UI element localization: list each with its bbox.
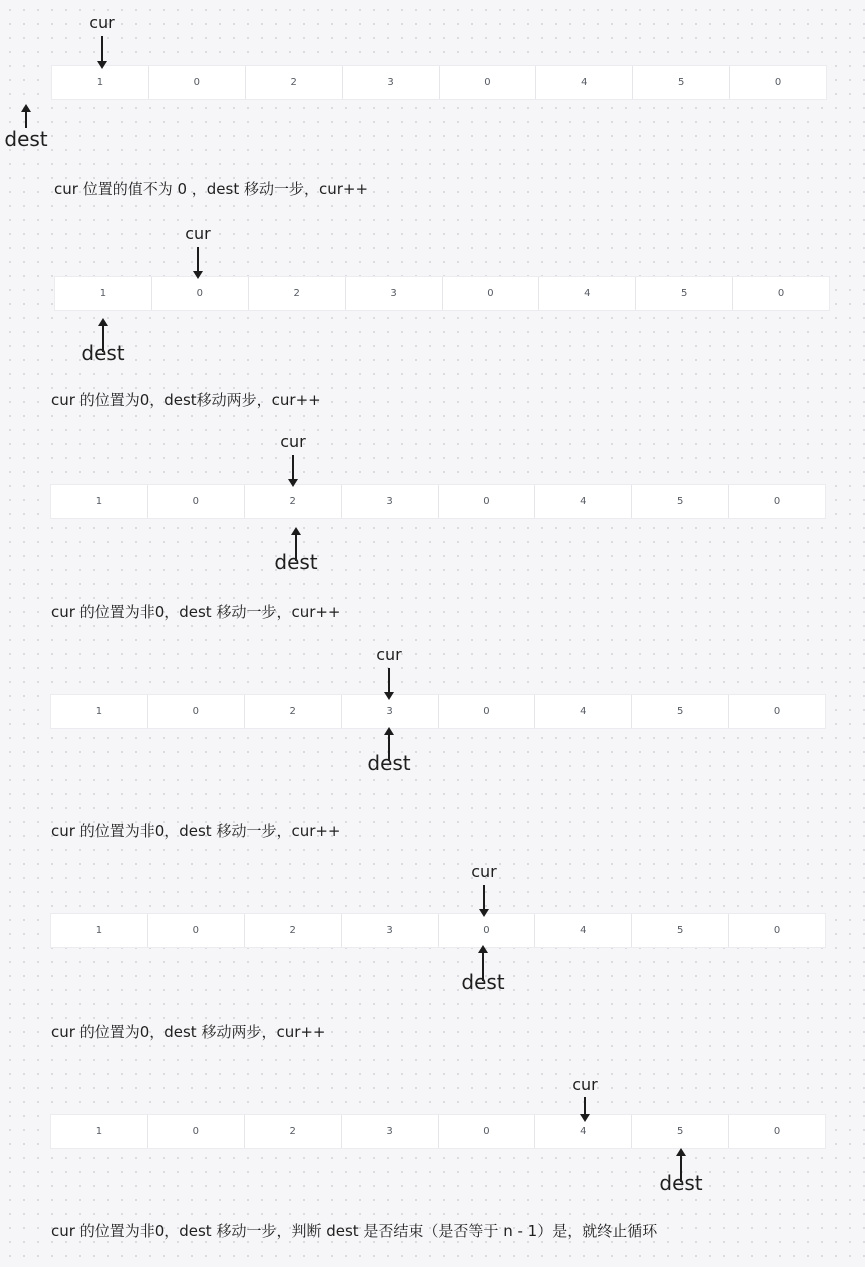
- array-cell: 2: [245, 485, 342, 518]
- array-cell: 1: [55, 277, 152, 310]
- array-cell: 4: [535, 695, 632, 728]
- cur-arrow-icon: [197, 247, 199, 277]
- array-cell: 2: [246, 66, 343, 99]
- array-cell: 2: [245, 914, 342, 947]
- dest-pointer-label: dest: [274, 550, 318, 574]
- array-cell: 3: [343, 66, 440, 99]
- array-row: [50, 484, 826, 519]
- array-cell: 0: [149, 66, 246, 99]
- array-cell: 5: [632, 914, 729, 947]
- dest-pointer-label: dest: [81, 341, 125, 365]
- array-cell: 0: [148, 485, 245, 518]
- array-cell: 3: [346, 277, 443, 310]
- dest-pointer-label: dest: [659, 1171, 703, 1195]
- step-caption: cur 的位置为非0，dest 移动一步，cur++: [51, 603, 341, 621]
- cur-pointer-label: cur: [185, 224, 211, 243]
- step-caption: cur 的位置为0，dest 移动两步，cur++: [51, 1023, 326, 1041]
- array-row: [50, 694, 826, 729]
- cur-arrow-icon: [388, 668, 390, 698]
- array-cell: 0: [774, 77, 782, 88]
- array-cell: 1: [51, 914, 148, 947]
- cur-arrow-icon: [101, 36, 103, 67]
- step-caption: cur 的位置为0，dest移动两步，cur++: [51, 391, 321, 409]
- dest-pointer-label: dest: [461, 970, 505, 994]
- dest-pointer-label: dest: [367, 751, 411, 775]
- array-cell: 2: [249, 277, 346, 310]
- array-cell: 0: [148, 914, 245, 947]
- array-row: [54, 276, 830, 311]
- array-cell: 2: [245, 1115, 342, 1148]
- cur-pointer-label: cur: [471, 862, 497, 881]
- array-cell: 1: [52, 66, 149, 99]
- array-cell: 1: [51, 1115, 148, 1148]
- dest-arrow-icon: [25, 106, 27, 128]
- array-cell: 0: [439, 485, 536, 518]
- array-cell: 3: [342, 1115, 439, 1148]
- array-cell: 0: [440, 66, 537, 99]
- step-caption: cur 位置的值不为 0 ，dest 移动一步，cur++: [54, 180, 369, 198]
- cur-pointer-label: cur: [572, 1075, 598, 1094]
- array-cell: 0: [777, 288, 785, 299]
- array-cell: 3: [342, 485, 439, 518]
- array-cell: 0: [773, 925, 781, 936]
- array-cell: 0: [439, 695, 536, 728]
- cur-arrow-icon: [483, 885, 485, 915]
- array-row: [51, 65, 827, 100]
- array-cell: 4: [535, 914, 632, 947]
- array-cell: 0: [439, 914, 536, 947]
- array-cell: 4: [536, 66, 633, 99]
- array-cell: 0: [773, 706, 781, 717]
- cur-pointer-label: cur: [89, 13, 115, 32]
- array-cell: 0: [439, 1115, 536, 1148]
- array-cell: 4: [535, 485, 632, 518]
- cur-arrow-icon: [584, 1097, 586, 1120]
- array-cell: 2: [245, 695, 342, 728]
- array-cell: 3: [342, 914, 439, 947]
- array-cell: 3: [342, 695, 439, 728]
- array-cell: 5: [636, 277, 733, 310]
- array-cell: 4: [535, 1115, 632, 1148]
- array-cell: 0: [773, 496, 781, 507]
- array-cell: 1: [51, 485, 148, 518]
- array-cell: 0: [148, 695, 245, 728]
- array-cell: 0: [152, 277, 249, 310]
- array-cell: 5: [633, 66, 730, 99]
- dest-pointer-label: dest: [4, 127, 48, 151]
- step-caption: cur 的位置为非0，dest 移动一步，判断 dest 是否结束（是否等于 n - 1）是，就终止循环: [51, 1222, 658, 1240]
- array-cell: 5: [632, 1115, 729, 1148]
- array-cell: 5: [632, 695, 729, 728]
- cur-pointer-label: cur: [376, 645, 402, 664]
- array-cell: 0: [443, 277, 540, 310]
- array-cell: 4: [539, 277, 636, 310]
- cur-arrow-icon: [292, 455, 294, 485]
- array-cell: 1: [51, 695, 148, 728]
- array-cell: 5: [632, 485, 729, 518]
- array-row: [50, 913, 826, 948]
- array-cell: 0: [148, 1115, 245, 1148]
- array-row: [50, 1114, 826, 1149]
- cur-pointer-label: cur: [280, 432, 306, 451]
- array-cell: 0: [773, 1126, 781, 1137]
- step-caption: cur 的位置为非0，dest 移动一步，cur++: [51, 822, 341, 840]
